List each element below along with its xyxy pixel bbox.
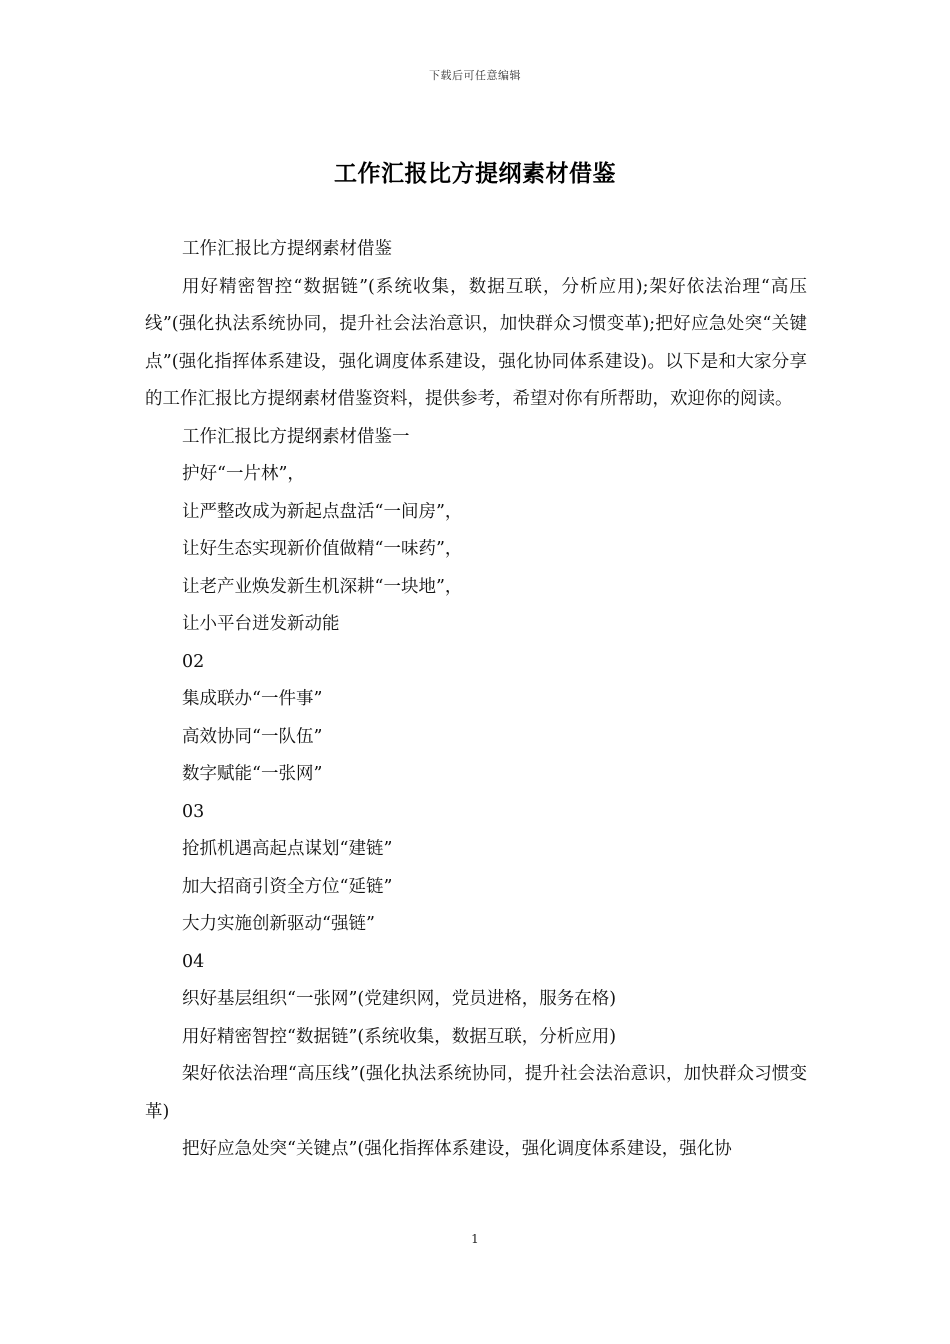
paragraph: 集成联办“一件事” [182, 689, 323, 709]
paragraph: 用好精密智控“数据链”(系统收集，数据互联，分析应用);架好依法治理“高压线”(强化执法系统协同，提升社会法治意识，加快群众习惯变革);把好应急处突“关键点”(强化指挥体系建设，强化调度体系建设，强化协同体系建设)。以下是和大家分享的工作汇报比方提纲素材借鉴资料，提供参考，希望对你有所帮助，欢迎你的阅读。 [145, 276, 807, 409]
paragraph: 抢抓机遇高起点谋划“建链” [182, 839, 393, 859]
document-title: 工作汇报比方提纲素材借鉴 [334, 160, 616, 187]
paragraph: 加大招商引资全方位“延链” [182, 876, 393, 897]
paragraph: 把好应急处突“关键点”(强化指挥体系建设，强化调度体系建设，强化协 [182, 1139, 732, 1159]
page-number: 1 [471, 1232, 479, 1246]
header-note: 下载后可任意编辑 [429, 69, 521, 82]
section-number: 02 [182, 651, 205, 672]
paragraph: 让严整改成为新起点盘活“一间房”， [182, 501, 463, 522]
paragraph: 让小平台迸发新动能 [182, 614, 340, 634]
paragraph: 大力实施创新驱动“强链” [182, 914, 375, 934]
paragraph: 数字赋能“一张网” [182, 764, 323, 784]
paragraph: 织好基层组织“一张网”(党建织网，党员进格，服务在格) [182, 989, 617, 1009]
paragraph: 工作汇报比方提纲素材借鉴一 [182, 426, 410, 447]
paragraph: 高效协同“一队伍” [182, 726, 323, 747]
paragraph: 让好生态实现新价值做精“一味药”， [182, 539, 463, 559]
section-number: 03 [182, 801, 205, 822]
paragraph: 让老产业焕发新生机深耕“一块地”， [182, 576, 463, 597]
paragraph: 用好精密智控“数据链”(系统收集，数据互联，分析应用) [182, 1026, 617, 1047]
paragraph: 护好“一片林”， [182, 464, 305, 484]
paragraph: 工作汇报比方提纲素材借鉴 [182, 239, 392, 259]
paragraph: 架好依法治理“高压线”(强化执法系统协同，提升社会法治意识，加快群众习惯变革) [145, 1064, 807, 1122]
document-body [145, 231, 807, 1169]
section-number: 04 [182, 951, 205, 972]
